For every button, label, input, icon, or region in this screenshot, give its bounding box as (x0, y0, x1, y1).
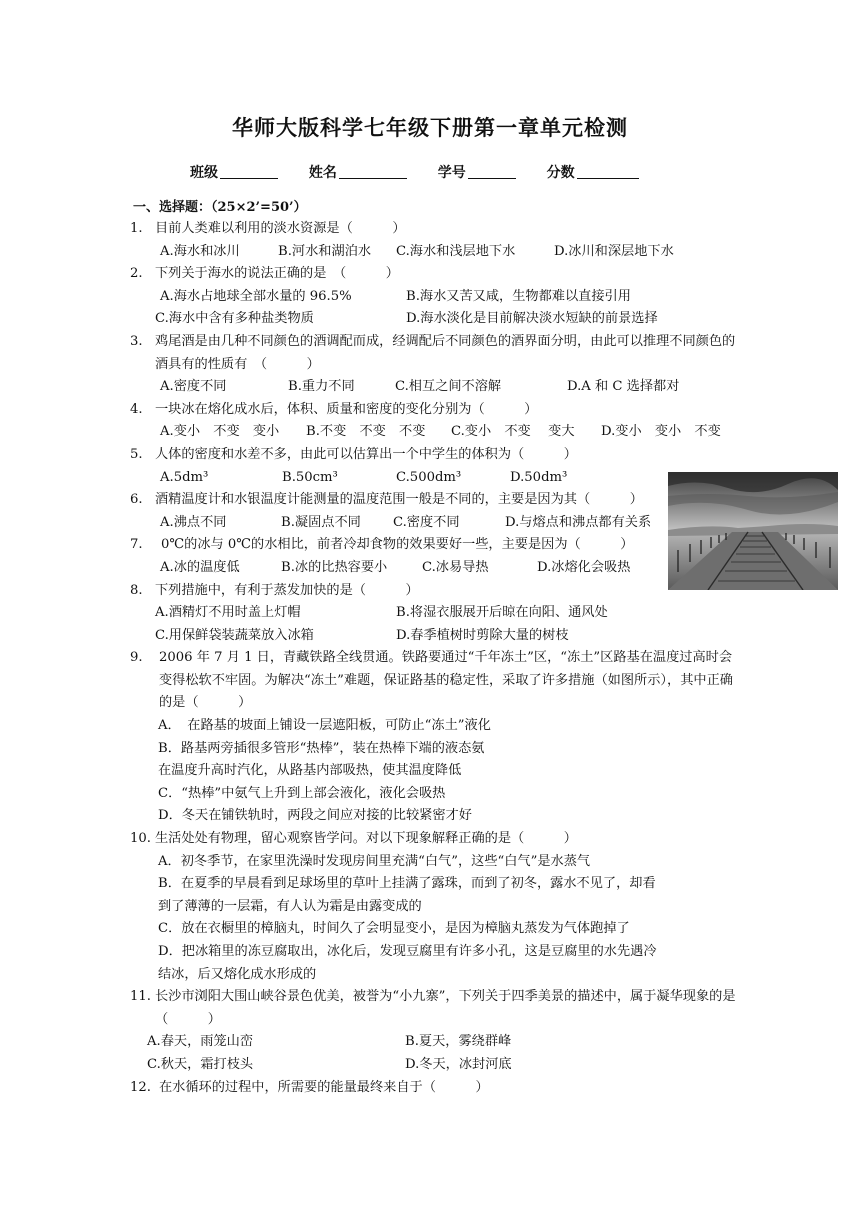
option: B.海水又苦又咸，生物都难以直接引用 (406, 288, 631, 304)
option: A.春天，雨笼山峦 (147, 1034, 254, 1050)
question-stem: 目前人类难以利用的淡水资源是（ ） (155, 221, 406, 236)
option: A.变小 不变 变小 (160, 424, 280, 440)
question-number: 6. (130, 492, 143, 508)
option: C．放在衣橱里的樟脑丸，时间久了会明显变小，是因为樟脑丸蒸发为气体跑掉了 (158, 921, 630, 937)
option: A.冰的温度低 (160, 559, 240, 575)
options-row (130, 286, 740, 309)
question (130, 263, 740, 286)
question-stem: 0℃的冰与 0℃的水相比，前者冷却食物的效果要好一些，主要是因为（ ） (161, 537, 634, 553)
option: D.冰川和深层地下水 (554, 243, 674, 259)
options-row (130, 308, 740, 331)
question (130, 534, 740, 557)
option: C.冰易导热 (422, 559, 489, 575)
options-row (130, 1054, 740, 1077)
option-continued: 到了薄薄的一层霜，有人认为霜是由露变成的 (158, 898, 422, 914)
options-row (130, 557, 740, 580)
student-id-field[interactable]: 学号 (438, 162, 516, 182)
question-number: 10. (130, 831, 151, 847)
option: A．初冬季节，在家里洗澡时发现房间里充满“白气”，这些“白气”是水蒸气 (158, 853, 591, 869)
question-stem: 下列关于海水的说法正确的是 （ ） (155, 266, 399, 282)
question-stem: 下列措施中，有利于蒸发加快的是（ ） (155, 582, 419, 598)
option: D.变小 变小 不变 (601, 424, 721, 440)
option: D.冰熔化会吸热 (537, 559, 631, 575)
option: D.海水淡化是目前解决淡水短缺的前景选择 (406, 311, 658, 327)
question-number: 3. (130, 333, 143, 349)
question (130, 1077, 740, 1100)
option: B.不变 不变 不变 (306, 424, 426, 440)
option: A.酒精灯不用时盖上灯帽 (155, 605, 301, 621)
name-field[interactable]: 姓名 (309, 162, 407, 182)
option: C.相互之间不溶解 (395, 379, 502, 395)
option: A.5dm³ (160, 469, 209, 485)
option: C．“热棒”中氨气上升到上部会液化，液化会吸热 (158, 785, 446, 801)
option: D.50dm³ (510, 469, 568, 485)
question (130, 399, 740, 422)
option: B．路基两旁插很多管形“热棒”，装在热棒下端的液态氨 (158, 740, 485, 756)
option: C.秋天，霜打枝头 (147, 1056, 254, 1072)
option: C.海水和浅层地下水 (396, 243, 516, 259)
option-continued: 在温度升高时汽化，从路基内部吸热，使其温度降低 (158, 763, 462, 779)
question-number: 11. (130, 989, 151, 1005)
option: B.冰的比热容要小 (281, 559, 388, 575)
option: D.与熔点和沸点都有关系 (505, 514, 652, 530)
option: C.密度不同 (393, 514, 460, 530)
student-info-row (190, 162, 665, 182)
page-title: 华师大版科学七年级下册第一章单元检测 (232, 116, 628, 140)
option: A.海水占地球全部水量的 96.5% (160, 288, 352, 304)
question (130, 580, 740, 603)
question-stem: 在水循环的过程中，所需要的能量最终来自于（ ） (159, 1079, 489, 1095)
option: C.海水中含有多种盐类物质 (155, 311, 314, 327)
option: C.变小 不变 变大 (451, 424, 575, 440)
option: C.用保鲜袋装蔬菜放入冰箱 (155, 627, 314, 643)
question (130, 444, 740, 467)
option-continued: 结冰，后又熔化成水形成的 (158, 966, 317, 982)
options-row (130, 625, 740, 648)
score-field[interactable]: 分数 (547, 162, 639, 182)
question-number: 12. (130, 1079, 151, 1095)
question-stem: 鸡尾酒是由几种不同颜色的酒调配而成，经调配后不同颜色的酒界面分明，由此可以推理不同颜色的酒具有的性质有 （ ） (155, 333, 736, 372)
option: D.春季植树时剪除大量的树枝 (396, 627, 569, 643)
option: B．在夏季的早晨看到足球场里的草叶上挂满了露珠，而到了初冬，露水不见了，却看 (158, 876, 656, 892)
question (130, 647, 740, 715)
option: C.500dm³ (396, 469, 462, 485)
option: B.夏天，雾绕群峰 (405, 1034, 512, 1050)
option: A． 在路基的坡面上铺设一层遮阳板，可防止“冻土”液化 (158, 718, 491, 734)
railway-track-photo (668, 472, 838, 590)
option: A.海水和冰川 (160, 243, 240, 259)
question-number: 5. (130, 446, 143, 462)
option: B.河水和湖泊水 (278, 243, 372, 259)
question-number: 2. (130, 266, 143, 282)
question-number: 8. (130, 582, 143, 598)
options-row (130, 1031, 740, 1054)
question (130, 828, 740, 851)
question-stem: 生活处处有物理，留心观察皆学问。对以下现象解释正确的是（ ） (155, 831, 577, 847)
question-stem: 2006 年 7 月 1 日，青藏铁路全线贯通。铁路要通过“千年冻土”区，“冻土”区路基在温度过高时会变得松软不牢固。为解决“冻土”难题，保证路基的稳定性，采取了许多措施（如图所示），其中正确的是（ ） (159, 650, 733, 711)
option: B.50cm³ (282, 469, 338, 485)
question-list (130, 218, 740, 1099)
question (130, 331, 740, 376)
option: A.密度不同 (160, 379, 227, 395)
options-row (130, 602, 740, 625)
question (130, 489, 740, 512)
options-row (130, 241, 740, 264)
question-number: 9. (130, 650, 143, 666)
option: B.凝固点不同 (281, 514, 361, 530)
option: D．冬天在铺铁轨时，两段之间应对接的比较紧密才好 (158, 808, 472, 824)
option: B.重力不同 (288, 379, 355, 395)
option: D．把冰箱里的冻豆腐取出，冰化后，发现豆腐里有许多小孔，这是豆腐里的水先遇冷 (158, 944, 657, 959)
question-stem: 酒精温度计和水银温度计能测量的温度范围一般是不同的，主要是因为其（ ） (155, 492, 643, 508)
option: D.A 和 C 选择都对 (567, 379, 680, 395)
option: B.将湿衣服展开后晾在向阳、通风处 (396, 605, 608, 621)
option: A.沸点不同 (160, 514, 227, 530)
question (130, 218, 740, 241)
question-stem: 长沙市浏阳大围山峡谷景色优美，被誉为“小九寨”，下列关于四季美景的描述中，属于凝华现象的是（ ） (155, 989, 736, 1027)
question-number: 1. (130, 221, 143, 236)
option: D.冬天，冰封河底 (405, 1056, 512, 1072)
question-number: 7. (130, 537, 143, 553)
options-row (130, 467, 740, 490)
railway-track-icon (668, 472, 838, 590)
question (130, 986, 740, 1031)
class-field[interactable]: 班级 (190, 162, 278, 182)
question-stem: 一块冰在熔化成水后，体积、质量和密度的变化分别为（ ） (155, 401, 538, 417)
question-number: 4. (130, 401, 143, 417)
section-title: 一、选择题：（25×2’=50’） (133, 200, 307, 215)
question-stem: 人体的密度和水差不多，由此可以估算出一个中学生的体积为（ ） (155, 446, 577, 462)
options-row (130, 421, 740, 444)
options-row (130, 376, 740, 399)
options-row (130, 512, 740, 535)
